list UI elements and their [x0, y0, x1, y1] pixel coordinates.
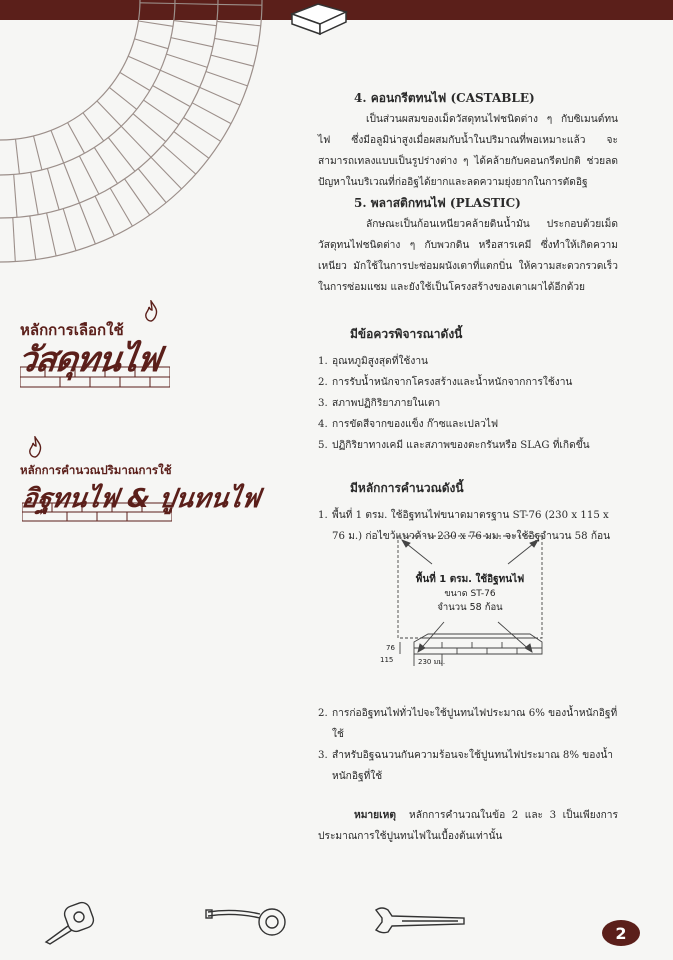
brick-icon	[288, 0, 350, 36]
arch-spoke	[31, 172, 39, 214]
arch-spoke	[51, 130, 64, 163]
arch-spoke	[163, 145, 196, 174]
list-item: 5. ปฏิกิริยาทางเคมี และสภาพของตะกรันหรือ SLAG ที่เกิดขึ้น	[318, 440, 590, 451]
arch-spoke	[34, 136, 42, 170]
sidebar-heading-small-1: หลักการเลือกใช้	[20, 321, 124, 339]
list-item: 1. อุณหภูมิสูงสุดที่ใช้งาน	[318, 356, 429, 367]
arch-spoke	[140, 3, 175, 4]
arch-spoke	[64, 163, 80, 203]
arch-spoke	[30, 216, 36, 260]
arch-spoke	[175, 4, 218, 5]
arch-spoke	[83, 113, 104, 141]
diagram-label-1: พื้นที่ 1 ตรม. ใช้อิฐทนไฟ	[415, 574, 525, 585]
arch-spoke	[13, 218, 16, 262]
arch-spoke	[16, 139, 20, 174]
calculation-heading: มีหลักการคำนวณดังนี้	[350, 481, 464, 495]
arch-spoke	[108, 138, 135, 172]
flame-icon	[26, 436, 44, 458]
arch-spoke	[166, 54, 207, 67]
wrench-icon	[372, 904, 468, 934]
arch-spoke	[79, 156, 99, 194]
arch-spoke	[47, 213, 57, 256]
arch-spoke	[135, 39, 169, 49]
brick-area-diagram	[380, 530, 550, 680]
sidebar-heading-big-2: อิฐทนไฟ & ปูนทนไฟ	[19, 484, 262, 514]
dim-length: 230 มม.	[418, 658, 446, 666]
main-content	[318, 88, 618, 847]
arch-spoke	[184, 118, 221, 142]
arch-spoke	[174, 21, 217, 26]
arch-spoke	[128, 56, 160, 70]
list-item: 1. พื้นที่ 1 ตรม. ใช้อิฐทนไฟขนาดมาตรฐาน ST-76 (230 x 115 x 76 ม.) ก่อไขว้แนวด้าน 230 x 76 มม. จะใช้อิฐจำนวน 58 ก้อน	[318, 510, 611, 542]
note-text: หลักการคำนวณในข้อ 2 และ 3 เป็นเพียงการประมาณการใช้ปูนทนไฟในเบื้องต้นเท่านั้น	[318, 810, 618, 842]
list-item: 4. การขัดสีจากของแข็ง ก๊าซและเปลวไฟ	[318, 419, 499, 430]
arch-spoke	[68, 123, 85, 154]
arch-spoke	[109, 87, 136, 109]
arch-spoke	[215, 38, 258, 46]
flame-icon	[142, 300, 160, 322]
note	[318, 805, 618, 847]
arch-spoke	[95, 196, 114, 236]
dim-height: 76	[386, 644, 395, 652]
arch-spoke	[171, 38, 213, 47]
brick-strip	[20, 366, 170, 388]
considerations-heading: มีข้อควรพิจารณาดังนี้	[350, 327, 463, 341]
arch-spoke	[218, 4, 262, 5]
list-item: 3. สำหรับอิฐฉนวนกันความร้อนจะใช้ปูนทนไฟประมาณ 8% ของน้ำหนักอิฐที่ใช้	[318, 750, 614, 782]
arch-spoke	[217, 21, 261, 25]
arch-spoke	[206, 72, 248, 86]
arch-spoke	[121, 126, 151, 157]
arch-spoke	[192, 103, 231, 124]
note-label: หมายเหตุ	[354, 809, 396, 821]
section-5-title: 5. พลาสติกทนไฟ (PLASTIC)	[354, 196, 521, 210]
brick-strip	[22, 502, 172, 522]
arch-spoke	[200, 87, 240, 105]
arch-spoke	[47, 168, 59, 209]
arch-spoke	[138, 21, 173, 26]
arch-spoke	[160, 70, 199, 87]
section-4-title: 4. คอนกรีตทนไฟ (CASTABLE)	[354, 91, 535, 105]
arch-spoke	[14, 175, 17, 218]
arch-spoke	[97, 101, 121, 126]
list-item: 2. การรับน้ำหนักจากโครงสร้างและน้ำหนักจากการใช้งาน	[318, 377, 573, 388]
arch-spoke	[125, 179, 150, 215]
arch-spoke	[144, 100, 179, 125]
arch-spoke	[63, 209, 76, 251]
arch-spoke	[153, 86, 191, 107]
measuring-tape-reel-icon	[204, 902, 288, 938]
arch-spoke	[138, 169, 166, 203]
list-item: 3. สภาพปฏิกิริยาภายในเตา	[318, 398, 441, 409]
tape-measure-icon	[42, 896, 98, 946]
page-number: 2	[602, 920, 640, 946]
arch-spoke	[174, 132, 209, 159]
arch-spoke	[94, 147, 117, 183]
considerations-list	[318, 351, 618, 456]
arch-spoke	[211, 55, 254, 66]
list-item: 2. การก่ออิฐทนไฟทั่วไปจะใช้ปูนทนไฟประมาณ 6% ของน้ำหนักอิฐที่ใช้	[318, 708, 618, 740]
arch-spoke	[79, 203, 95, 244]
section-4-body: เป็นส่วนผสมของเม็ดวัสดุทนไฟชนิดต่าง ๆ กับซิเมนต์ทนไฟ ซึ่งมีอลูมิน่าสูงเมื่อผสมกับน้ำในปริมาณที่พอเหมาะแล้ว จะสามารถเทลงแบบเป็นรูปร่างต่าง ๆ ได้คล้ายกับคอนกรีตปกติ ช่วยลดปัญหาในบริเวณที่ก่ออิฐได้ยากและลดความยุ่งยากในการตัดอิฐ	[318, 114, 618, 188]
diagram-label-3: จำนวน 58 ก้อน	[437, 602, 503, 613]
dim-depth: 115	[380, 656, 394, 664]
arch-spoke	[110, 188, 132, 226]
sidebar-heading-big-1: วัสดุทนไฟ	[15, 340, 163, 380]
arch-spoke	[133, 114, 166, 142]
diagram-label-2: ขนาด ST-76	[444, 589, 496, 599]
arch-spoke	[151, 157, 182, 189]
calculation-list-cont	[318, 703, 618, 787]
arch-spoke	[120, 72, 150, 90]
sidebar-heading-small-2: หลักการคำนวณปริมาณการใช้	[20, 463, 172, 477]
section-5-body: ลักษณะเป็นก้อนเหนียวคล้ายดินน้ำมัน ประกอบด้วยเม็ดวัสดุทนไฟชนิดต่าง ๆ กับพวกดิน หรือสารเคมี ซึ่งทำให้เกิดความเหนียว มักใช้ในการปะซ่อมผนังเตาที่แตกบิ่น ให้ความสะดวกรวดเร็วในการซ่อมแซม และยังใช้เป็นโครงสร้างของเตาเผาได้อีกด้วย	[318, 219, 618, 293]
brick-arch-illustration	[0, 0, 285, 265]
